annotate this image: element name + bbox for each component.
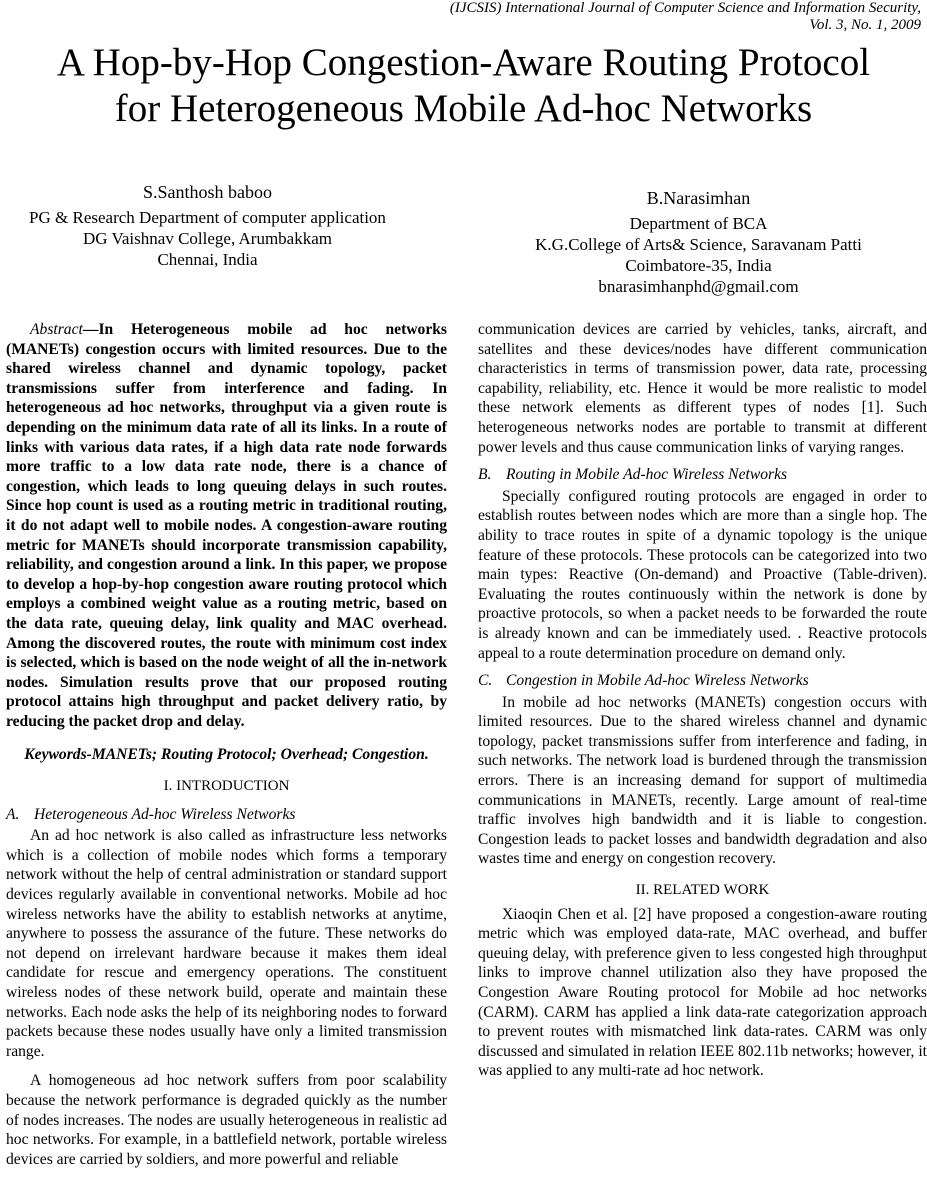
right-column [478, 320, 927, 1081]
subsection-heading-c [478, 671, 927, 691]
section-title-initial: I [176, 778, 182, 795]
keywords: Keywords-MANETs; Routing Protocol; Overhead; Congestion. [24, 746, 429, 764]
section-heading-related-work [478, 881, 927, 901]
section-title-rest: NTRODUCTION [181, 778, 290, 795]
section-numeral: I. [163, 778, 177, 795]
section-title-rest: ELATED [663, 882, 724, 899]
author-name: B.Narasimhan [646, 188, 751, 208]
paragraph: A homogeneous ad hoc network suffers from poor scalability because the network performance is degraded quickly as the number of nodes increases. The nodes are usually heterogeneous in realistic ad hoc networks. For example, in a battlefield network, portable wireless devices are carried by soldiers, and more powerful and reliable [6, 1072, 447, 1168]
section-heading-introduction [6, 777, 447, 797]
author-organization: K.G.College of Arts& Science, Saravanam Patti [535, 235, 862, 254]
paragraph: In mobile ad hoc networks (MANETs) congestion occurs with limited resources. Due to the shared wireless channel and dynamic topology, packet transmissions suffer from interference and fading, in such networks. The network load is burdened through the transmission errors. There is an increasing demand for support of multimedia communications in MANETs, recently. Large amount of real-time traffic involves high bandwidth and it is liable to congestion. Congestion leads to packet losses and bandwidth degradation and also wastes time and energy on congestion recovery. [478, 693, 927, 868]
section-title-initial: R [653, 882, 664, 899]
subsection-letter: B. [478, 466, 492, 484]
paper-title [0, 40, 927, 132]
paragraph: Specially configured routing protocols are engaged in order to establish routes between nodes which are more than a single hop. The ability to trace routes in spite of a dynamic topology is the unique feature of these protocols. These protocols can be categorized into two main types: Reactive (On-demand) and Proactive (Table-driven). Evaluating the routes continuously within the network is done by proactive protocols, so when a packet needs to be forwarded the route is already known and can be immediately used. . Reactive protocols appeal to a route determination procedure on demand only. [478, 487, 927, 662]
subsection-title: Routing in Mobile Ad-hoc Wireless Networks [506, 466, 788, 484]
journal-header [450, 0, 921, 34]
journal-volume: Vol. 3, No. 1, 2009 [809, 17, 921, 33]
author-organization: DG Vaishnav College, Arumbakkam [83, 229, 332, 248]
abstract-label: Abstract [30, 321, 83, 338]
paragraph-continued: communication devices are carried by vehicles, tanks, aircraft, and satellites and these devices/nodes have different communication characteristics in terms of transmission power, data rate, processing capability, reliability, etc. Hence it would be more realistic to model these network elements as different types of nodes [1]. Such heterogeneous networks nodes are portable to transmit at different power levels and thus cause communication links of varying ranges. [478, 321, 927, 456]
left-column [6, 320, 447, 1169]
author-department: PG & Research Department of computer application [29, 208, 386, 227]
section-title-rest: ORK [737, 882, 770, 899]
title-line-1: A Hop-by-Hop Congestion-Aware Routing Protocol [56, 41, 871, 84]
subsection-heading-a [6, 805, 447, 825]
subsection-heading-b [478, 465, 927, 485]
subsection-letter: A. [6, 805, 20, 823]
abstract-text: —In Heterogeneous mobile ad hoc networks (MANETs) congestion occurs with limited resources. Due to the shared wireless channel and dynamic topology, packet transmissions suffer from interference and fading. In heterogeneous ad hoc networks, throughput via a given route is depending on the minimum data rate of all its links. In a route of links with various data rates, if a high data rate node forwards more traffic to a low data rate node, there is a chance of congestion, which leads to long queuing delays in such routes. Since hop count is used as a routing metric in traditional routing, it do not adapt well to mobile nodes. A congestion-aware routing metric for MANETs should incorporate transmission capability, reliability, and congestion around a link. In this paper, we propose to develop a hop-by-hop congestion aware routing protocol which employs a combined weight value as a routing metric, based on the data rate, queuing delay, link quality and MAC overhead. Among the discovered routes, the route with minimum cost index is selected, which is based on the node weight of all the in-network nodes. Simulation results prove that our proposed routing protocol attains high throughput and packet delivery ratio, by reducing the packet drop and delay. [6, 321, 447, 730]
journal-name: (IJCSIS) International Journal of Computer Science and Information Security, [449, 0, 921, 16]
abstract [6, 320, 447, 731]
author-block-1 [0, 182, 415, 270]
subsection-letter: C. [478, 672, 493, 690]
paragraph: Xiaoqin Chen et al. [2] have proposed a congestion-aware routing metric which was employed data-rate, MAC overhead, and buffer queuing delay, with preference given to less congested high throughput links to improve channel utilization also they have proposed the Congestion Aware Routing protocol for Mobile ad hoc networks (CARM). CARM has applied a link data-rate categorization approach to prevent routes with mismatched link data-rates. CARM was only discussed and simulated in relation IEEE 802.11b networks; however, it was applied to any multi-rate ad hoc network. [478, 905, 927, 1080]
author-city: Chennai, India [157, 250, 258, 269]
author-email: bnarasimhanphd@gmail.com [598, 277, 799, 296]
author-city: Coimbatore-35, India [625, 256, 772, 275]
author-block-2 [470, 188, 927, 297]
title-line-2: for Heterogeneous Mobile Ad-hoc Networks [114, 87, 813, 130]
subsection-title: Heterogeneous Ad-hoc Wireless Networks [34, 805, 296, 823]
author-name: S.Santhosh baboo [142, 182, 272, 202]
author-department: Department of BCA [629, 214, 768, 233]
paragraph: An ad hoc network is also called as infrastructure less networks which is a collection of mobile nodes which forms a temporary network without the help of central administration or standard support devices regularly available in conventional networks. Mobile ad hoc wireless networks have the ability to establish networks at anytime, anywhere to possess the assurance of the future. These networks do not depend on irrelevant hardware because it makes them ideal candidate for rescue and emergency operations. The constituent wireless nodes of these network build, operate and maintain these networks. Each node asks the help of its neighboring nodes to forward packets because these nodes usually have only a limited transmission range. [6, 827, 447, 1060]
section-title-initial: W [723, 882, 738, 899]
section-numeral: II. [635, 882, 654, 899]
subsection-title: Congestion in Mobile Ad-hoc Wireless Networks [506, 672, 809, 690]
